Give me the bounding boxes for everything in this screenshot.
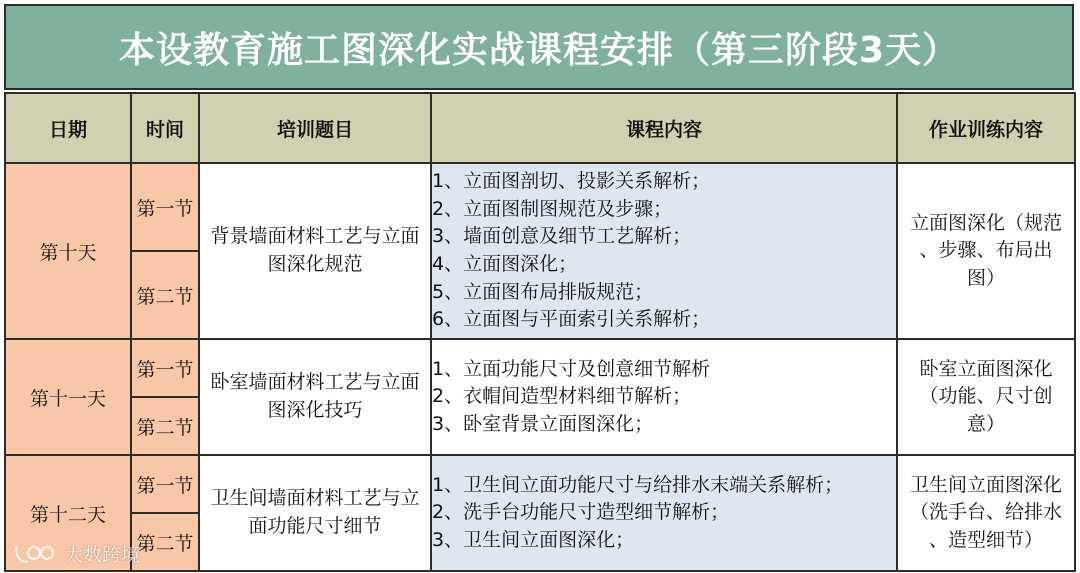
- day-cell: 第十二天: [5, 455, 131, 571]
- content-cell: 1、立面功能尺寸及创意细节解析 2、衣帽间造型材料细节解析； 3、卧室背景立面图深化；: [431, 339, 897, 455]
- header-row: [5, 93, 1075, 163]
- homework-cell: 卫生间立面图深化 （洗手台、给排水 、造型细节）: [897, 455, 1075, 571]
- homework-cell: 立面图深化（规范 、步骤、布局出 图）: [897, 163, 1075, 339]
- session-cell: 第一节: [131, 455, 199, 513]
- table-row: [5, 455, 1075, 513]
- topic-cell: 卫生间墙面材料工艺与立 面功能尺寸细节: [199, 455, 431, 571]
- session-cell: 第二节: [131, 397, 199, 455]
- session-cell: 第一节: [131, 163, 199, 251]
- header-content: 课程内容: [431, 93, 897, 163]
- day-cell: 第十一天: [5, 339, 131, 455]
- homework-cell: 卧室立面图深化 （功能、尺寸创 意）: [897, 339, 1075, 455]
- session-cell: 第二节: [131, 513, 199, 571]
- session-cell: 第二节: [131, 251, 199, 339]
- table-row: [5, 339, 1075, 397]
- header-date: 日期: [5, 93, 131, 163]
- table-row: [5, 163, 1075, 251]
- header-topic: 培训题目: [199, 93, 431, 163]
- page-title: 本设教育施工图深化实战课程安排（第三阶段3天）: [4, 4, 1074, 90]
- day-cell: 第十天: [5, 163, 131, 339]
- content-cell: 1、卫生间立面功能尺寸与给排水末端关系解析； 2、洗手台功能尺寸造型细节解析； 3、卫生间立面图深化；: [431, 455, 897, 571]
- header-time: 时间: [131, 93, 199, 163]
- topic-cell: 背景墙面材料工艺与立面 图深化规范: [199, 163, 431, 339]
- session-cell: 第一节: [131, 339, 199, 397]
- content-cell: 1、立面图剖切、投影关系解析； 2、立面图制图规范及步骤； 3、墙面创意及细节工艺解析； 4、立面图深化； 5、立面图布局排版规范； 6、立面图与平面索引关系解析；: [431, 163, 897, 339]
- course-schedule-table: [4, 92, 1076, 572]
- watermark-text: 大数跨境: [64, 543, 141, 566]
- topic-cell: 卧室墙面材料工艺与立面 图深化技巧: [199, 339, 431, 455]
- dashuju-logo-icon: [12, 542, 58, 564]
- watermark: [12, 540, 140, 566]
- header-homework: 作业训练内容: [897, 93, 1075, 163]
